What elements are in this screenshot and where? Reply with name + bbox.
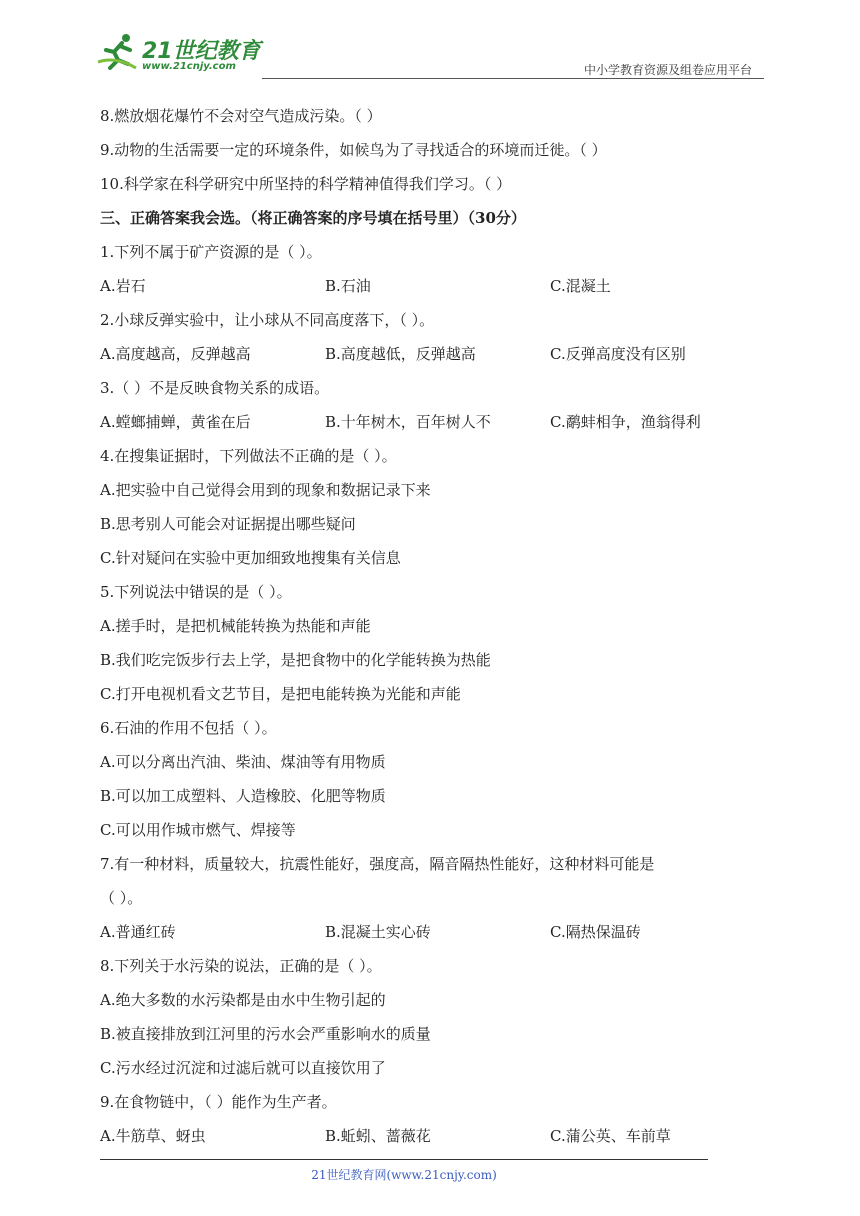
option-c: C.反弹高度没有区别 — [550, 345, 686, 363]
question-line: A.绝大多数的水污染都是由水中生物引起的 — [100, 991, 386, 1009]
option-b: B.蚯蚓、蔷薇花 — [325, 1127, 431, 1145]
question-line: 3.（ ）不是反映食物关系的成语。 — [100, 379, 330, 397]
option-b: B.石油 — [325, 277, 371, 295]
question-line: 2.小球反弹实验中，让小球从不同高度落下，（ ）。 — [100, 311, 435, 329]
question-line: 8.燃放烟花爆竹不会对空气造成污染。（ ） — [100, 107, 382, 125]
option-c: C.混凝土 — [550, 277, 611, 295]
option-c: C.蒲公英、车前草 — [550, 1127, 671, 1145]
question-line: 4.在搜集证据时，下列做法不正确的是（ ）。 — [100, 447, 397, 465]
question-line: C.污水经过沉淀和过滤后就可以直接饮用了 — [100, 1059, 386, 1077]
question-line: B.我们吃完饭步行去上学，是把食物中的化学能转换为热能 — [100, 651, 491, 669]
option-a: A.螳螂捕蝉，黄雀在后 — [100, 413, 251, 431]
question-line: 6.石油的作用不包括（ ）。 — [100, 719, 277, 737]
logo-text: 21世纪教育 — [142, 39, 261, 64]
option-b: B.十年树木，百年树人不 — [325, 413, 491, 431]
runner-logo-icon — [96, 32, 140, 72]
option-b: B.高度越低，反弹越高 — [325, 345, 476, 363]
question-line: 9.动物的生活需要一定的环境条件，如候鸟为了寻找适合的环境而迁徙。（ ） — [100, 141, 607, 159]
question-line: 10.科学家在科学研究中所坚持的科学精神值得我们学习。（ ） — [100, 175, 512, 193]
logo-url: www.21cnjy.com — [142, 61, 236, 72]
page-header — [92, 28, 764, 80]
logo — [92, 28, 262, 76]
platform-name: 中小学教育资源及组卷应用平台 — [583, 63, 752, 77]
options-row — [100, 408, 770, 442]
footer-divider — [100, 1159, 708, 1160]
footer-text: 21世纪教育网(www.21cnjy.com) — [311, 1168, 497, 1182]
question-line: A.可以分离出汽油、柴油、煤油等有用物质 — [100, 753, 386, 771]
option-c: C.鹬蚌相争，渔翁得利 — [550, 413, 701, 431]
question-line: A.把实验中自己觉得会用到的现象和数据记录下来 — [100, 481, 431, 499]
section-heading: 三、正确答案我会选。（将正确答案的序号填在括号里）（30分） — [100, 209, 526, 227]
question-line: C.打开电视机看文艺节目，是把电能转换为光能和声能 — [100, 685, 461, 703]
question-line: C.可以用作城市燃气、焊接等 — [100, 821, 296, 839]
question-line: B.思考别人可能会对证据提出哪些疑问 — [100, 515, 356, 533]
option-a: A.普通红砖 — [100, 923, 176, 941]
option-b: B.混凝土实心砖 — [325, 923, 431, 941]
options-row — [100, 1122, 770, 1156]
option-a: A.岩石 — [100, 277, 146, 295]
question-line: 9.在食物链中，（ ）能作为生产者。 — [100, 1093, 337, 1111]
question-line: A.搓手时，是把机械能转换为热能和声能 — [100, 617, 371, 635]
question-line: 5.下列说法中错误的是（ ）。 — [100, 583, 292, 601]
header-divider — [262, 78, 764, 79]
question-line: B.可以加工成塑料、人造橡胶、化肥等物质 — [100, 787, 386, 805]
options-row — [100, 272, 770, 306]
options-row — [100, 918, 770, 952]
question-line: （ ）。 — [100, 889, 143, 907]
question-line: C.针对疑问在实验中更加细致地搜集有关信息 — [100, 549, 401, 567]
exam-content — [100, 102, 770, 1156]
question-line: 7.有一种材料，质量较大，抗震性能好，强度高，隔音隔热性能好，这种材料可能是 — [100, 855, 655, 873]
option-a: A.高度越高，反弹越高 — [100, 345, 251, 363]
question-line: B.被直接排放到江河里的污水会严重影响水的质量 — [100, 1025, 431, 1043]
option-a: A.牛筋草、蚜虫 — [100, 1127, 206, 1145]
question-line: 1.下列不属于矿产资源的是（ ）。 — [100, 243, 322, 261]
option-c: C.隔热保温砖 — [550, 923, 641, 941]
question-line: 8.下列关于水污染的说法，正确的是（ ）。 — [100, 957, 382, 975]
options-row — [100, 340, 770, 374]
